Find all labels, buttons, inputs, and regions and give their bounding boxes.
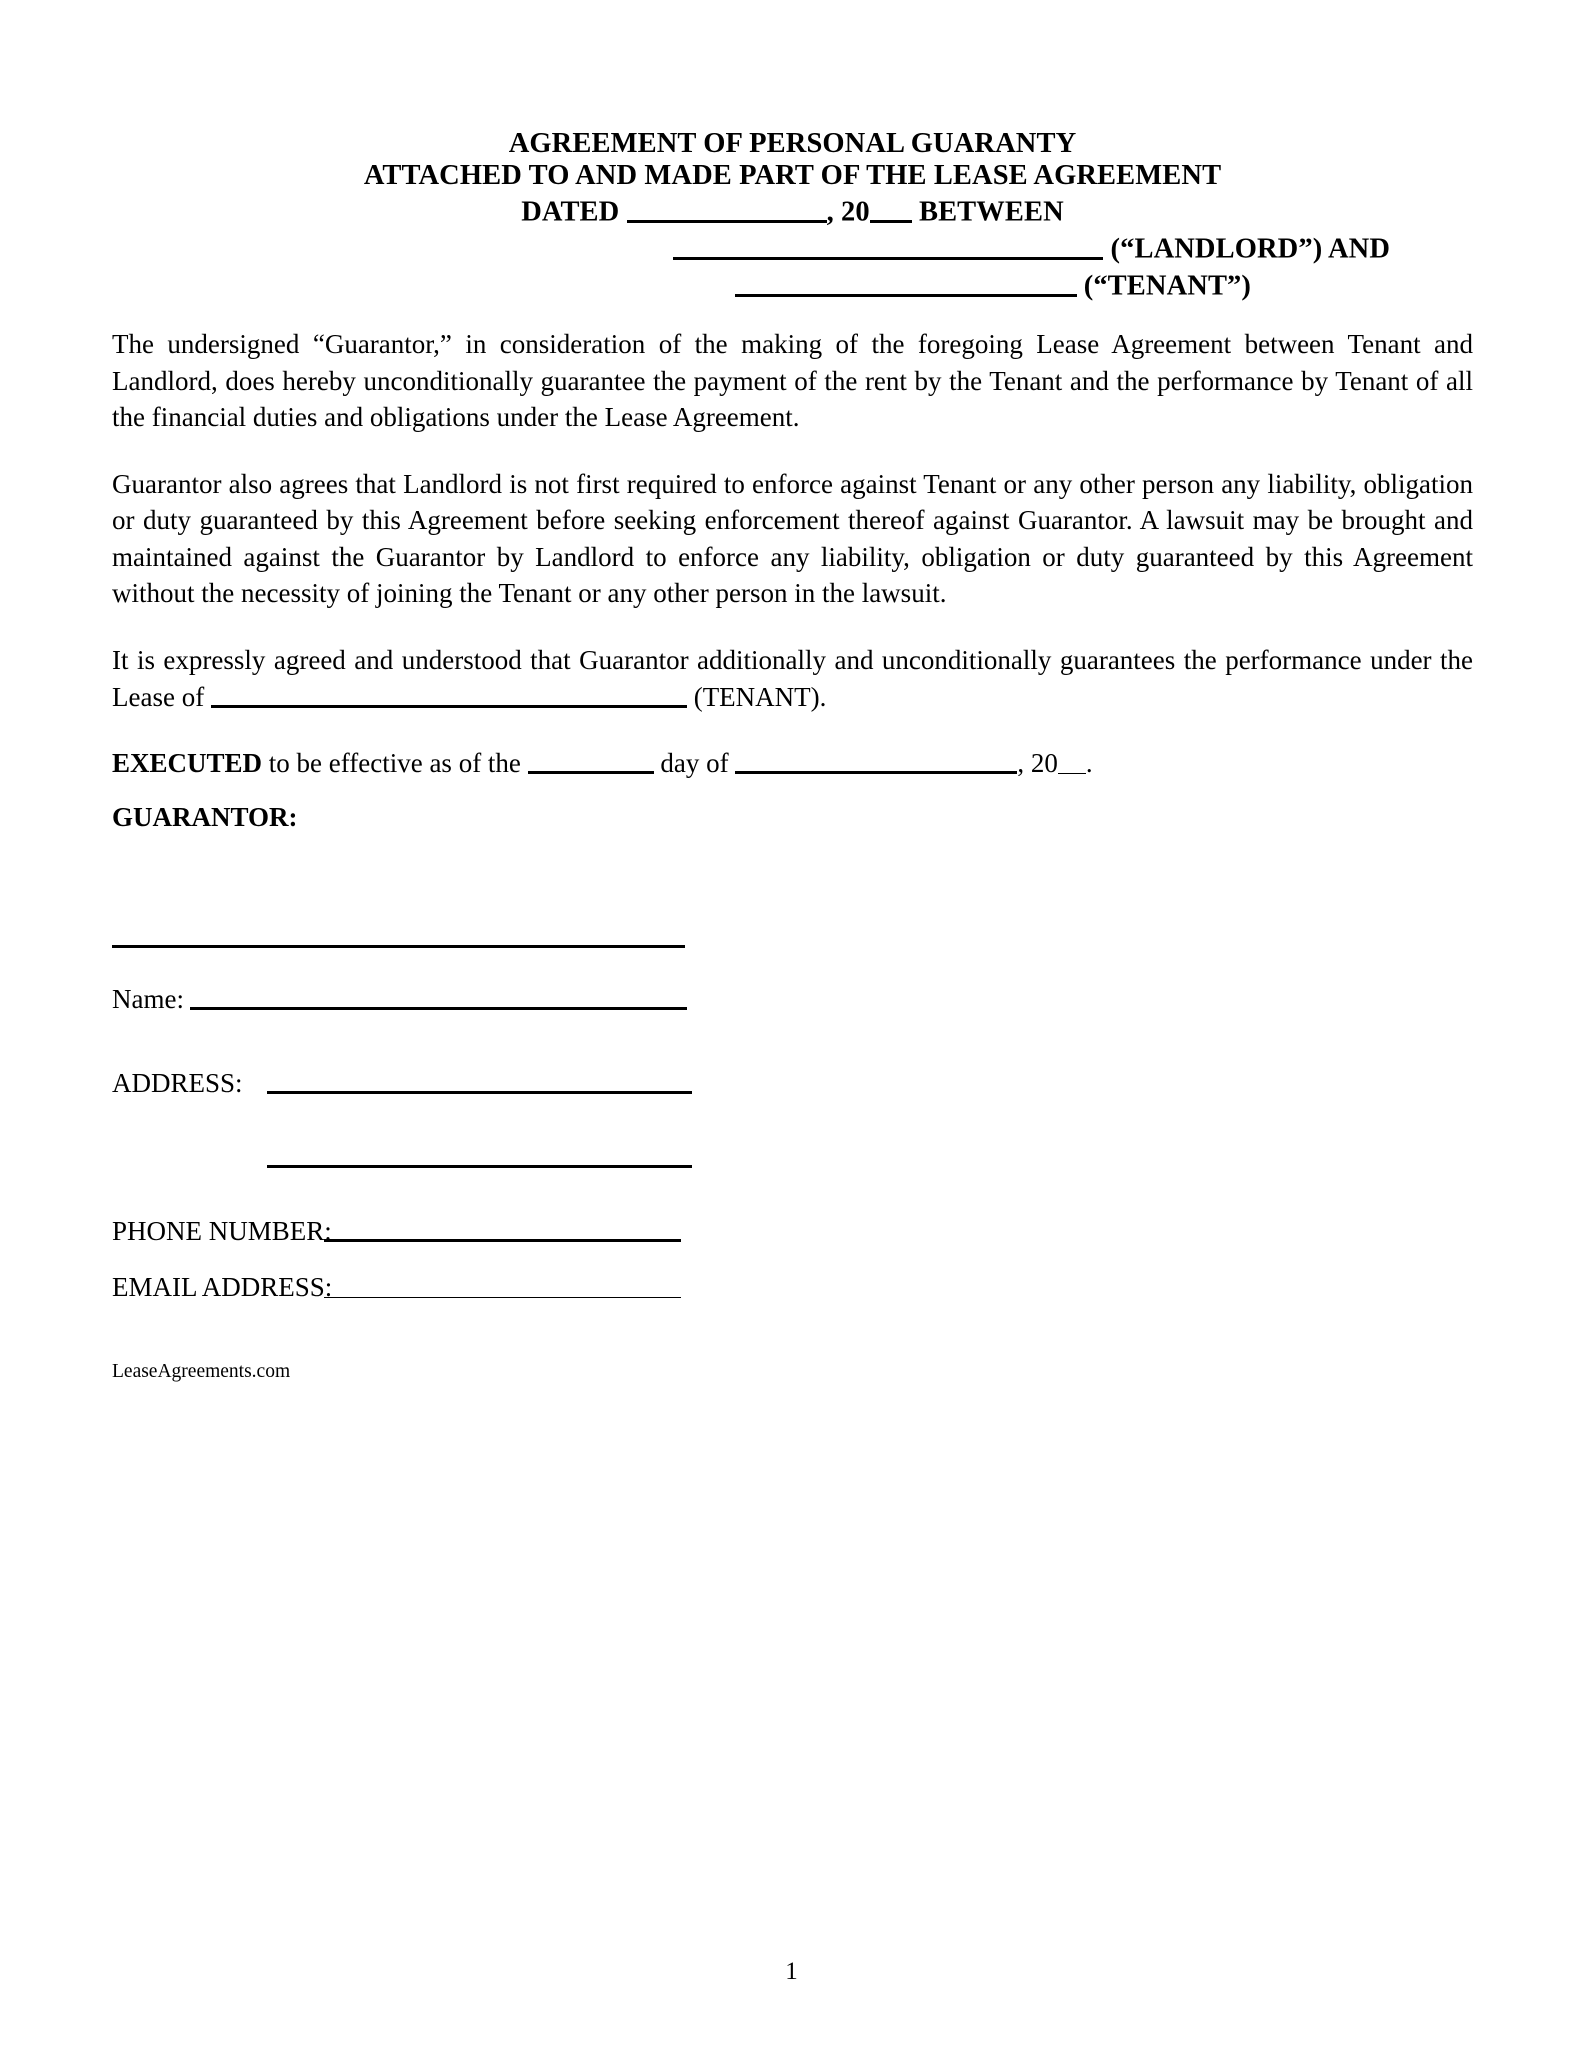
- spacer-phone: [112, 1174, 1473, 1212]
- spacer-address: [112, 1016, 1473, 1064]
- spacer-address-2: [112, 1100, 1473, 1138]
- lease-tenant-blank-field[interactable]: [211, 678, 687, 708]
- spacer-4: [112, 781, 1473, 799]
- executed-text-2: day of: [653, 747, 736, 778]
- address-label: ADDRESS:: [112, 1067, 243, 1098]
- name-label: Name:: [112, 983, 184, 1014]
- executed-year-blank-field[interactable]: [1058, 746, 1086, 774]
- dated-between-text: BETWEEN: [911, 196, 1064, 228]
- title-line-2: ATTACHED TO AND MADE PART OF THE LEASE AGREEMENT: [363, 159, 1222, 191]
- executed-text-1: to be effective as of the: [262, 747, 528, 778]
- guarantor-heading: GUARANTOR:: [112, 802, 298, 832]
- signature-block: [112, 836, 1473, 1304]
- executed-keyword: EXECUTED: [112, 747, 263, 778]
- address-blank-field-1[interactable]: [267, 1064, 692, 1094]
- email-row: [112, 1270, 1473, 1304]
- executed-text-3: , 20: [1017, 747, 1058, 778]
- spacer-email: [112, 1248, 1473, 1270]
- tenant-line: [112, 265, 1473, 302]
- spacer-name: [112, 954, 1473, 980]
- executed-text-4: .: [1085, 747, 1093, 778]
- signature-blank-field[interactable]: [112, 918, 685, 948]
- document-header: [112, 128, 1473, 302]
- phone-number-label: PHONE NUMBER:: [112, 1215, 332, 1246]
- email-address-blank-field[interactable]: [324, 1270, 681, 1298]
- paragraph-3-text-b: (TENANT).: [686, 682, 827, 712]
- phone-number-blank-field[interactable]: [324, 1212, 681, 1242]
- spacer-2: [112, 612, 1473, 642]
- spacer-after-header: [112, 302, 1473, 326]
- paragraph-1: The undersigned “Guarantor,” in consideration of the making of the foregoing Lease Agreement between Tenant and Landlord, does hereby unconditionally guarantee the payment of the rent by the Tenant and the performance by Tenant of all the financial duties and obligations under the Lease Agreement.: [112, 329, 1473, 432]
- executed-month-blank-field[interactable]: [735, 744, 1017, 774]
- dated-line: [112, 191, 1473, 228]
- spacer-signature: [112, 836, 1473, 918]
- landlord-line: [112, 228, 1473, 265]
- executed-day-blank-field[interactable]: [528, 744, 654, 774]
- tenant-suffix-text: (“TENANT”): [1076, 270, 1251, 302]
- page-number: 1: [785, 1958, 798, 1985]
- paragraph-3-text-a: It is expressly agreed and understood that Guarantor additionally and unconditionally guarantees the performance under the Lease of: [112, 644, 1473, 712]
- signature-row: [112, 918, 1473, 954]
- address-blank-field-2[interactable]: [267, 1138, 692, 1168]
- address-row-2: [112, 1138, 1473, 1174]
- tenant-name-blank-field[interactable]: [735, 265, 1077, 297]
- brand-footer: LeaseAgreements.com: [112, 1360, 291, 1382]
- phone-row: [112, 1212, 1473, 1248]
- name-row: [112, 980, 1473, 1016]
- dated-suffix-text: , 20: [826, 196, 870, 228]
- spacer-3: [112, 716, 1473, 744]
- title-line-1: AGREEMENT OF PERSONAL GUARANTY: [508, 128, 1077, 159]
- paragraph-2: Guarantor also agrees that Landlord is not first required to enforce against Tenant or any other person any liability, obligation or duty guaranteed by this Agreement before seeking enforcement thereof against Guarantor. A lawsuit may be brought and maintained against the Guarantor by Landlord to enforce any liability, obligation or duty guaranteed by this Agreement without the necessity of joining the Tenant or any other person in the lawsuit.: [112, 468, 1473, 608]
- landlord-name-blank-field[interactable]: [673, 228, 1103, 260]
- date-year-blank-field[interactable]: [870, 191, 912, 223]
- paragraph-3: [112, 642, 1473, 716]
- dated-prefix-text: DATED: [521, 196, 627, 228]
- date-blank-field[interactable]: [627, 191, 827, 223]
- address-row-1: [112, 1064, 1473, 1100]
- name-blank-field[interactable]: [190, 980, 687, 1010]
- email-address-label: EMAIL ADDRESS:: [112, 1271, 333, 1302]
- executed-line: [112, 744, 1473, 782]
- landlord-suffix-text: (“LANDLORD”) AND: [1103, 233, 1390, 265]
- spacer-1: [112, 436, 1473, 466]
